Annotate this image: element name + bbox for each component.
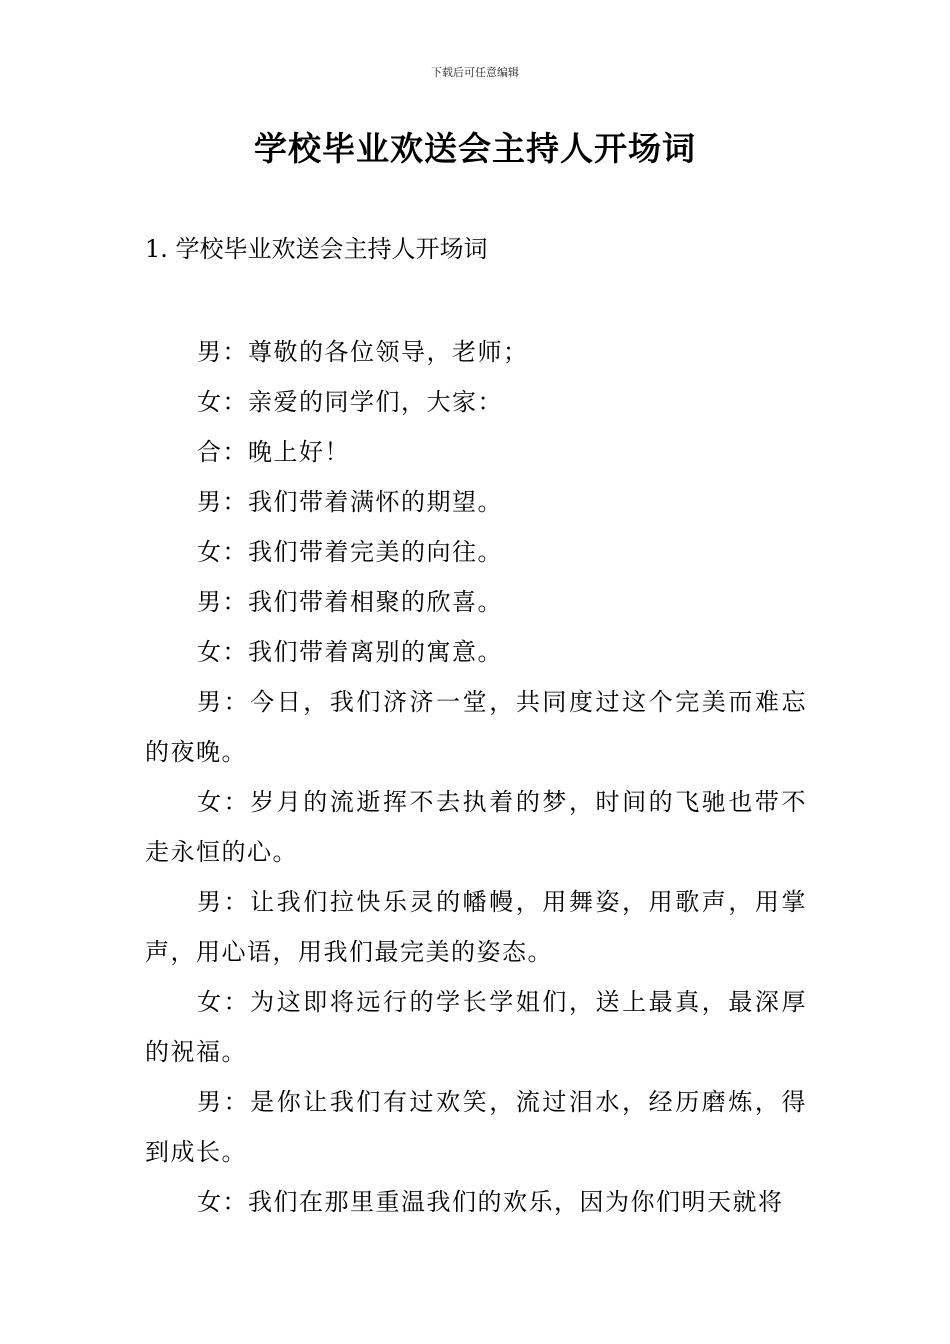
paragraph: 男：是你让我们有过欢笑，流过泪水，经历磨炼，得到成长。 <box>145 1088 807 1166</box>
document-body <box>145 327 807 1227</box>
paragraph: 女：我们带着完美的向往。 <box>197 538 503 566</box>
paragraph: 女：我们在那里重温我们的欢乐，因为你们明天就将 <box>197 1188 784 1216</box>
paragraph: 女：岁月的流逝挥不去执着的梦，时间的飞驰也带不走永恒的心。 <box>145 788 807 866</box>
page-header-note: 下载后可任意编辑 <box>431 66 519 79</box>
paragraph: 合：晚上好！ <box>197 438 350 466</box>
paragraph: 女：为这即将远行的学长学姐们，送上最真，最深厚的祝福。 <box>145 988 807 1066</box>
paragraph: 女：我们带着离别的寓意。 <box>197 638 503 666</box>
paragraph: 女：亲爱的同学们，大家： <box>197 388 503 416</box>
paragraph: 男：今日，我们济济一堂，共同度过这个完美而难忘的夜晚。 <box>145 688 807 766</box>
paragraph: 男：我们带着相聚的欣喜。 <box>197 588 503 616</box>
paragraph: 男：尊敬的各位领导，老师； <box>197 338 529 366</box>
document-title: 学校毕业欢送会主持人开场词 <box>254 129 696 168</box>
paragraph: 男：我们带着满怀的期望。 <box>197 488 503 516</box>
paragraph: 男：让我们拉快乐灵的幡幔，用舞姿，用歌声，用掌声，用心语，用我们最完美的姿态。 <box>145 888 807 966</box>
section-heading: 1. 学校毕业欢送会主持人开场词 <box>145 235 488 263</box>
